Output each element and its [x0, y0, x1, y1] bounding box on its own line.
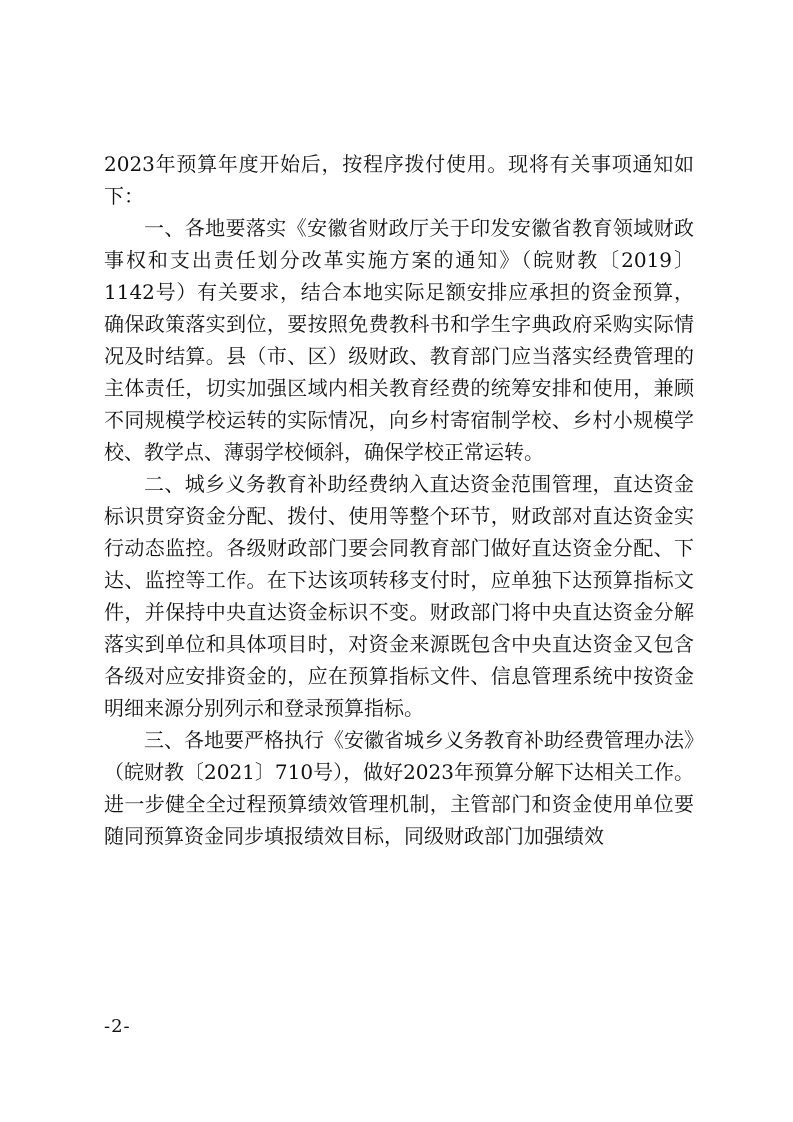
page-number: -2-	[104, 1016, 131, 1037]
paragraph-intro: 2023年预算年度开始后，按程序拨付使用。现将有关事项通知如下：	[104, 152, 694, 208]
paragraph-section-3: 三、各地要严格执行《安徽省城乡义务教育补助经费管理办法》（皖财教〔2021〕710号），做好2023年预算分解下达相关工作。进一步健全全过程预算绩效管理机制，主管部门和资金使用单位要随同预算资金同步填报绩效目标，同级财政部门加强绩效	[104, 728, 694, 848]
document-body	[104, 148, 694, 852]
paragraph-section-2: 二、城乡义务教育补助经费纳入直达资金范围管理，直达资金标识贯穿资金分配、拨付、使用等整个环节，财政部对直达资金实行动态监控。各级财政部门要会同教育部门做好直达资金分配、下达、监控等工作。在下达该项转移支付时，应单独下达预算指标文件，并保持中央直达资金标识不变。财政部门将中央直达资金分解落实到单位和具体项目时，对资金来源既包含中央直达资金又包含各级对应安排资金的，应在预算指标文件、信息管理系统中按资金明细来源分别列示和登录预算指标。	[104, 472, 694, 720]
paragraph-section-1: 一、各地要落实《安徽省财政厅关于印发安徽省教育领域财政事权和支出责任划分改革实施方案的通知》（皖财教〔2019〕1142号）有关要求，结合本地实际足额安排应承担的资金预算，确保政策落实到位，要按照免费教科书和学生字典政府采购实际情况及时结算。县（市、区）级财政、教育部门应当落实经费管理的主体责任，切实加强区域内相关教育经费的统筹安排和使用，兼顾不同规模学校运转的实际情况，向乡村寄宿制学校、乡村小规模学校、教学点、薄弱学校倾斜，确保学校正常运转。	[104, 216, 694, 464]
